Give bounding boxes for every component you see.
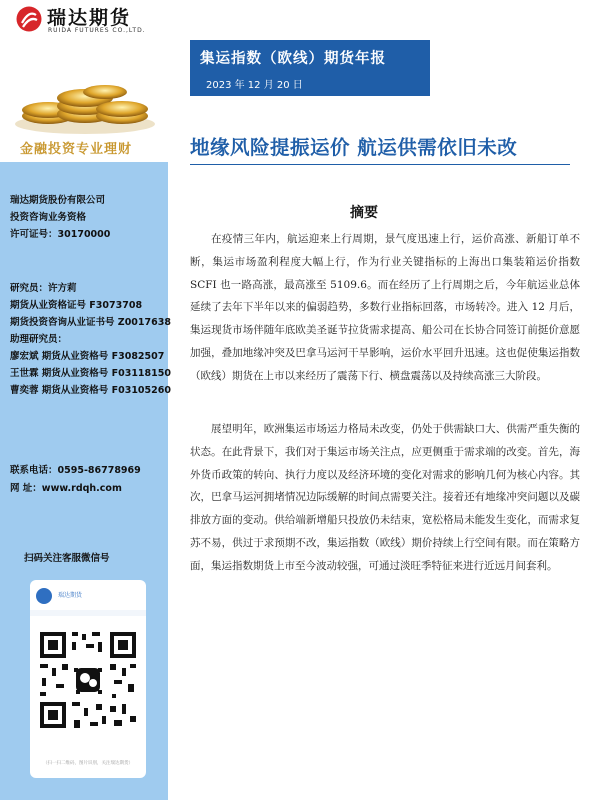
assistant-item: 王世霖 期货从业资格号 F03118150 <box>10 368 171 379</box>
qr-divider <box>30 610 146 616</box>
researcher: 研究员：许方莉 <box>10 283 77 294</box>
company-name-cn: 瑞达期货 <box>47 7 132 29</box>
qr-title: 扫码关注客服微信号 <box>24 553 110 564</box>
abstract-paragraph: 在疫情三年内，航运迎来上行周期，景气度迅速上行，运价高涨、新船订单不断，集运市场盈利程度大幅上行，作为行业关键指标的上海出口集装箱运价指数 SCFI 也一路高涨，最高涨至 5109.6。而在经历了上行周期之后，今年航运业总体延续了去年下半年以来的偏弱趋势，多数行业指标回落，市场转冷。进入 12 月后，集运现货市场伴随年底欧美圣诞节拉货需求提高、船公司在长协合同签订前挺价意愿加强，叠加地缘冲突及巴拿马运河干旱影响，运价水平回升迅速。这也促使集运指数（欧线）期货在上市以来经历了震荡下行、横盘震荡以及持续高涨三大阶段。 <box>190 233 580 382</box>
company-full-name: 瑞达期货股份有限公司 <box>10 195 106 206</box>
headline-divider <box>190 164 570 165</box>
report-date: 2023 年 12 月 20 日 <box>206 80 303 91</box>
assistant-item: 廖宏斌 期货从业资格号 F3082507 <box>10 351 165 362</box>
company-logo-icon <box>16 6 42 32</box>
abstract-paragraph: 展望明年，欧洲集运市场运力格局未改变，仍处于供需缺口大、供需严重失衡的状态。在此背景下，我们对于集运市场关注点，应更侧重于需求端的改变。首先，海外货币政策的转向、执行力度以及经济环境的变化对需求的影响几何为核心内容。其次，巴拿马运河拥堵情况边际缓解的时间点需要关注。接着还有地缘冲突问题以及碳排放方面的变动。供给端新增船只投放仍未结束，宽松格局未能发生变化，而需求复苏不易，供过于求预期不改，集运指数（欧线）期价持续上行空间有限。而在策略方面，集运指数期货上市至今波动较强，可通过淡旺季特征来进行近远月间套利。 <box>190 423 580 572</box>
assistants-title: 助理研究员： <box>10 334 68 345</box>
researcher-cert-1: 期货从业资格证号 F3073708 <box>10 300 143 311</box>
logo-header <box>0 0 600 40</box>
slogan: 金融投资专业理财 <box>20 142 133 157</box>
qualification: 投资咨询业务资格 <box>10 212 87 223</box>
company-name-en: RUIDA FUTURES CO.,LTD. <box>48 27 146 34</box>
website-link[interactable]: 网 址：www.rdqh.com <box>10 483 122 494</box>
account-logo-icon <box>36 588 52 604</box>
qr-caption: （扫一扫二维码，图片识别，关注瑞达期货） <box>43 761 133 766</box>
qr-code-card[interactable] <box>30 580 146 778</box>
contact-phone: 联系电话：0595-86778969 <box>10 465 141 476</box>
qr-account-name: 瑞达期货 <box>58 592 83 599</box>
report-title-banner <box>190 40 430 96</box>
researcher-cert-2: 期货投资咨询从业证书号 Z0017638 <box>10 317 171 328</box>
assistant-item: 曹奕蓉 期货从业资格号 F03105260 <box>10 385 171 396</box>
report-title: 集运指数（欧线）期货年报 <box>200 51 386 67</box>
sidebar <box>0 40 171 800</box>
headline: 地缘风险提振运价 航运供需依旧未改 <box>190 136 518 159</box>
license-number: 许可证号：30170000 <box>10 229 111 240</box>
gold-coins-image <box>10 70 160 140</box>
abstract-title: 摘要 <box>350 205 378 221</box>
qr-code-icon <box>36 628 140 732</box>
